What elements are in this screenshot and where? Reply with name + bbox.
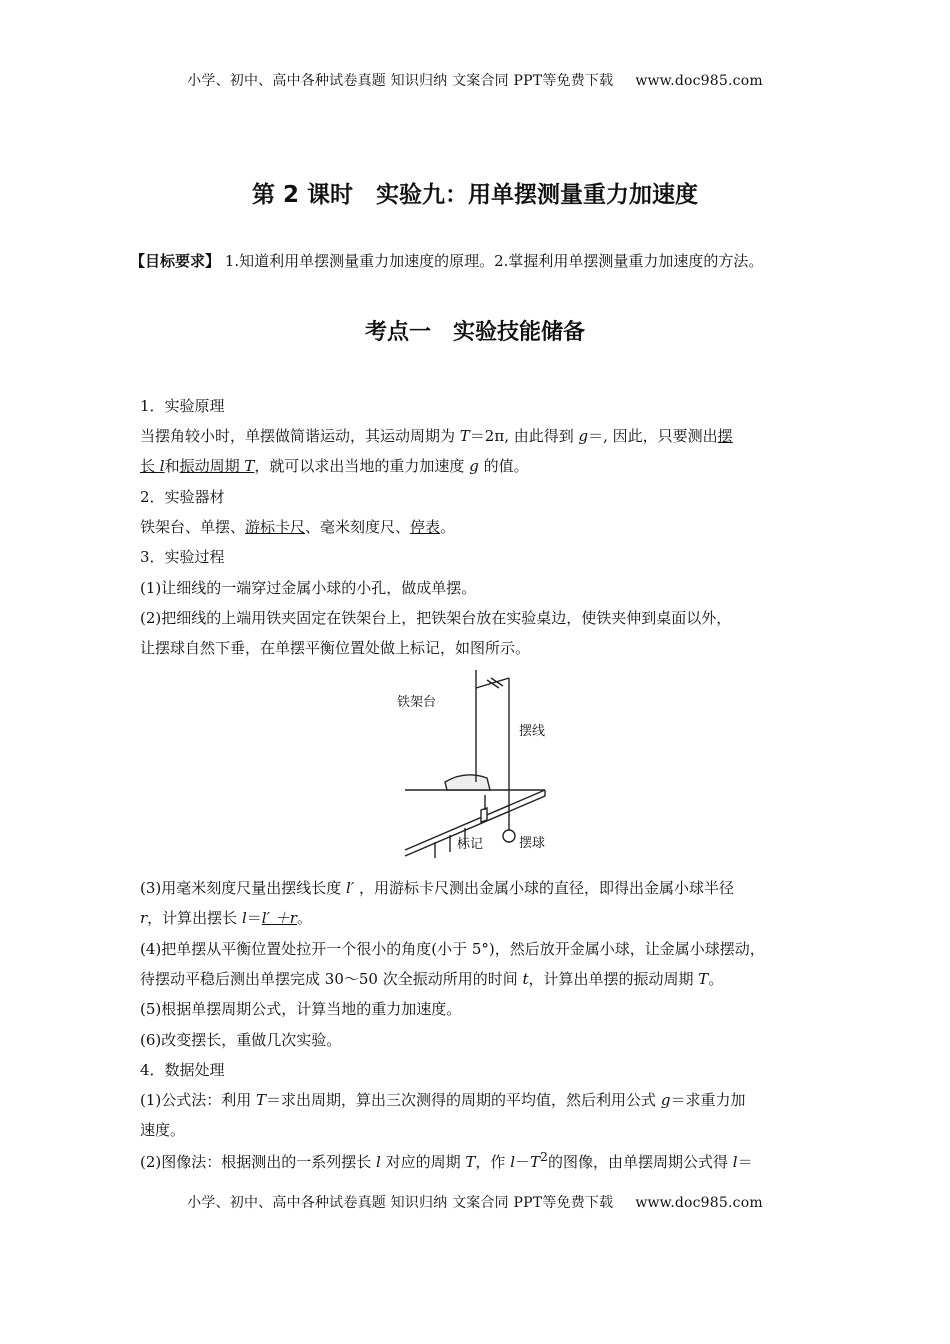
s1-l2-l: l	[159, 457, 165, 475]
s2-b: 、毫米刻度尺、	[305, 518, 411, 536]
s2-u1: 游标卡尺	[245, 518, 306, 536]
s1-l1-c: ＝, 因此，只要测出	[588, 427, 718, 445]
s4-p2-4: －	[515, 1153, 531, 1171]
s1-l1-T: T	[459, 427, 470, 445]
s4-p2-1: (2)图像法：根据测出的一系列摆长	[140, 1153, 377, 1171]
s4-p2-2: 对应的周期	[380, 1153, 466, 1171]
page-footer	[0, 1192, 950, 1212]
s3-p3b-r: r	[140, 909, 148, 927]
s1-line2	[140, 455, 529, 476]
s1-heading: 1．实验原理	[140, 397, 225, 415]
s1-l1-u: 摆	[717, 427, 733, 445]
mark-flag	[481, 808, 487, 822]
s4-p2-l: l	[376, 1153, 381, 1171]
s1-l2-u2	[180, 457, 255, 475]
pendulum-figure	[395, 660, 575, 860]
s4-p1a-2: ＝求出周期，算出三次测得的周期的平均值，然后利用公式	[266, 1091, 661, 1109]
s1-l1-g: g	[578, 427, 589, 445]
s3-p4b-t: t	[522, 970, 529, 988]
s3-p4b-3: 。	[708, 970, 724, 988]
goal-label: 【目标要求】	[130, 252, 221, 270]
header-site: www.doc985.com	[635, 73, 763, 89]
s1-l2-rest-a: ，就可以求出当地的重力加速度	[254, 457, 470, 475]
s4-p2-T2: T	[530, 1153, 541, 1171]
pendulum-diagram	[395, 660, 575, 860]
s1-l2-g: g	[469, 457, 479, 475]
s3-p3b	[140, 907, 312, 928]
s3-p3b-eq: ＝	[246, 909, 262, 927]
s3-p6: (6)改变摆长，重做几次实验。	[140, 1031, 342, 1049]
s3-heading: 3．实验过程	[140, 548, 225, 566]
s4-p1b: 速度。	[140, 1121, 186, 1139]
s3-p3a-l: l′	[346, 879, 355, 897]
s3-p3a-1: (3)用毫米刻度尺量出摆线长度	[140, 879, 347, 897]
section-title: 考点一 实验技能储备	[364, 320, 585, 345]
s3-p4a: (4)把单摆从平衡位置处拉开一个很小的角度(小于 5°)，然后放开金属小球，让金属小球摆动，	[140, 940, 765, 958]
stand-base	[445, 775, 490, 790]
s3-p3b-end: 。	[296, 909, 312, 927]
s4-p2-l2: l	[510, 1153, 515, 1171]
s4-p2-T: T	[465, 1153, 476, 1171]
s4-p1a-T: T	[256, 1091, 267, 1109]
s4-p2-sup: 2	[540, 1149, 548, 1164]
label-ball: 摆球	[519, 836, 546, 851]
s1-l2-u1	[140, 457, 165, 475]
s3-p4b	[140, 968, 723, 989]
s4-heading: 4．数据处理	[140, 1061, 225, 1079]
s2-u2: 停表	[410, 518, 441, 536]
s3-p3b-l: l	[241, 909, 247, 927]
s1-l2-T: T	[244, 457, 255, 475]
s3-p3a	[140, 877, 734, 898]
s3-p5: (5)根据单摆周期公式，计算当地的重力加速度。	[140, 1000, 462, 1018]
s4-p1a-3: ＝求重力加	[670, 1091, 746, 1109]
label-string: 摆线	[519, 724, 546, 739]
goal-line	[130, 250, 763, 271]
goal-text: 1.知道利用单摆测量重力加速度的原理。2.掌握利用单摆测量重力加速度的方法。	[220, 252, 764, 270]
header-text: 小学、初中、高中各种试卷真题 知识归纳 文案合同 PPT等免费下载	[187, 73, 614, 89]
s4-p1a-g: g	[660, 1091, 671, 1109]
s3-p3b-u: l′ ＋r	[261, 909, 297, 927]
s3-p4b-1: 待摆动平稳后测出单摆完成 30～50 次全振动所用的时间	[140, 970, 523, 988]
s4-p1a	[140, 1089, 745, 1110]
s3-p3b-1: ，计算出摆长	[147, 909, 242, 927]
s1-l2-rest-b: 的值。	[478, 457, 529, 475]
s1-l2-u2-text: 振动周期	[179, 457, 245, 475]
page-title: 第 2 课时 实验九：用单摆测量重力加速度	[251, 182, 699, 208]
footer-text: 小学、初中、高中各种试卷真题 知识归纳 文案合同 PPT等免费下载	[187, 1195, 614, 1211]
page-header	[0, 70, 950, 90]
s4-p2	[140, 1149, 753, 1172]
s4-p2-5: 的图像，由单摆周期公式得	[547, 1153, 733, 1171]
label-mark: 标记	[457, 837, 484, 852]
s2-heading: 2．实验器材	[140, 488, 225, 506]
s4-p2-3: ，作	[475, 1153, 511, 1171]
s1-line1	[140, 425, 733, 446]
s4-p2-6: ＝	[737, 1153, 753, 1171]
s2-c: 。	[440, 518, 456, 536]
s4-p1a-1: (1)公式法：利用	[140, 1091, 257, 1109]
s3-p1: (1)让细线的一端穿过金属小球的小孔，做成单摆。	[140, 579, 477, 597]
footer-site: www.doc985.com	[635, 1195, 763, 1211]
s2-line	[140, 516, 455, 537]
pendulum-ball	[503, 830, 515, 842]
s3-p2a: (2)把细线的上端用铁夹固定在铁架台上，把铁架台放在实验桌边，使铁夹伸到桌面以外，	[140, 609, 732, 627]
s2-a: 铁架台、单摆、	[140, 518, 246, 536]
label-stand: 铁架台	[397, 695, 437, 710]
s1-l2-and: 和	[164, 457, 180, 475]
s4-p2-l3: l	[732, 1153, 738, 1171]
s3-p2b: 让摆球自然下垂，在单摆平衡位置处做上标记，如图所示。	[140, 639, 531, 657]
s1-l2-u1-text: 长	[140, 457, 160, 475]
s3-p3a-2: ，用游标卡尺测出金属小球的直径，即得出金属小球半径	[354, 879, 735, 897]
s3-p4b-T: T	[698, 970, 709, 988]
clamp-screw	[487, 678, 503, 688]
s3-p4b-2: ，计算出单摆的振动周期	[528, 970, 699, 988]
s1-l1-a: 当摆角较小时，单摆做简谐运动，其运动周期为	[140, 427, 460, 445]
s1-l1-b: ＝2π, 由此得到	[469, 427, 579, 445]
